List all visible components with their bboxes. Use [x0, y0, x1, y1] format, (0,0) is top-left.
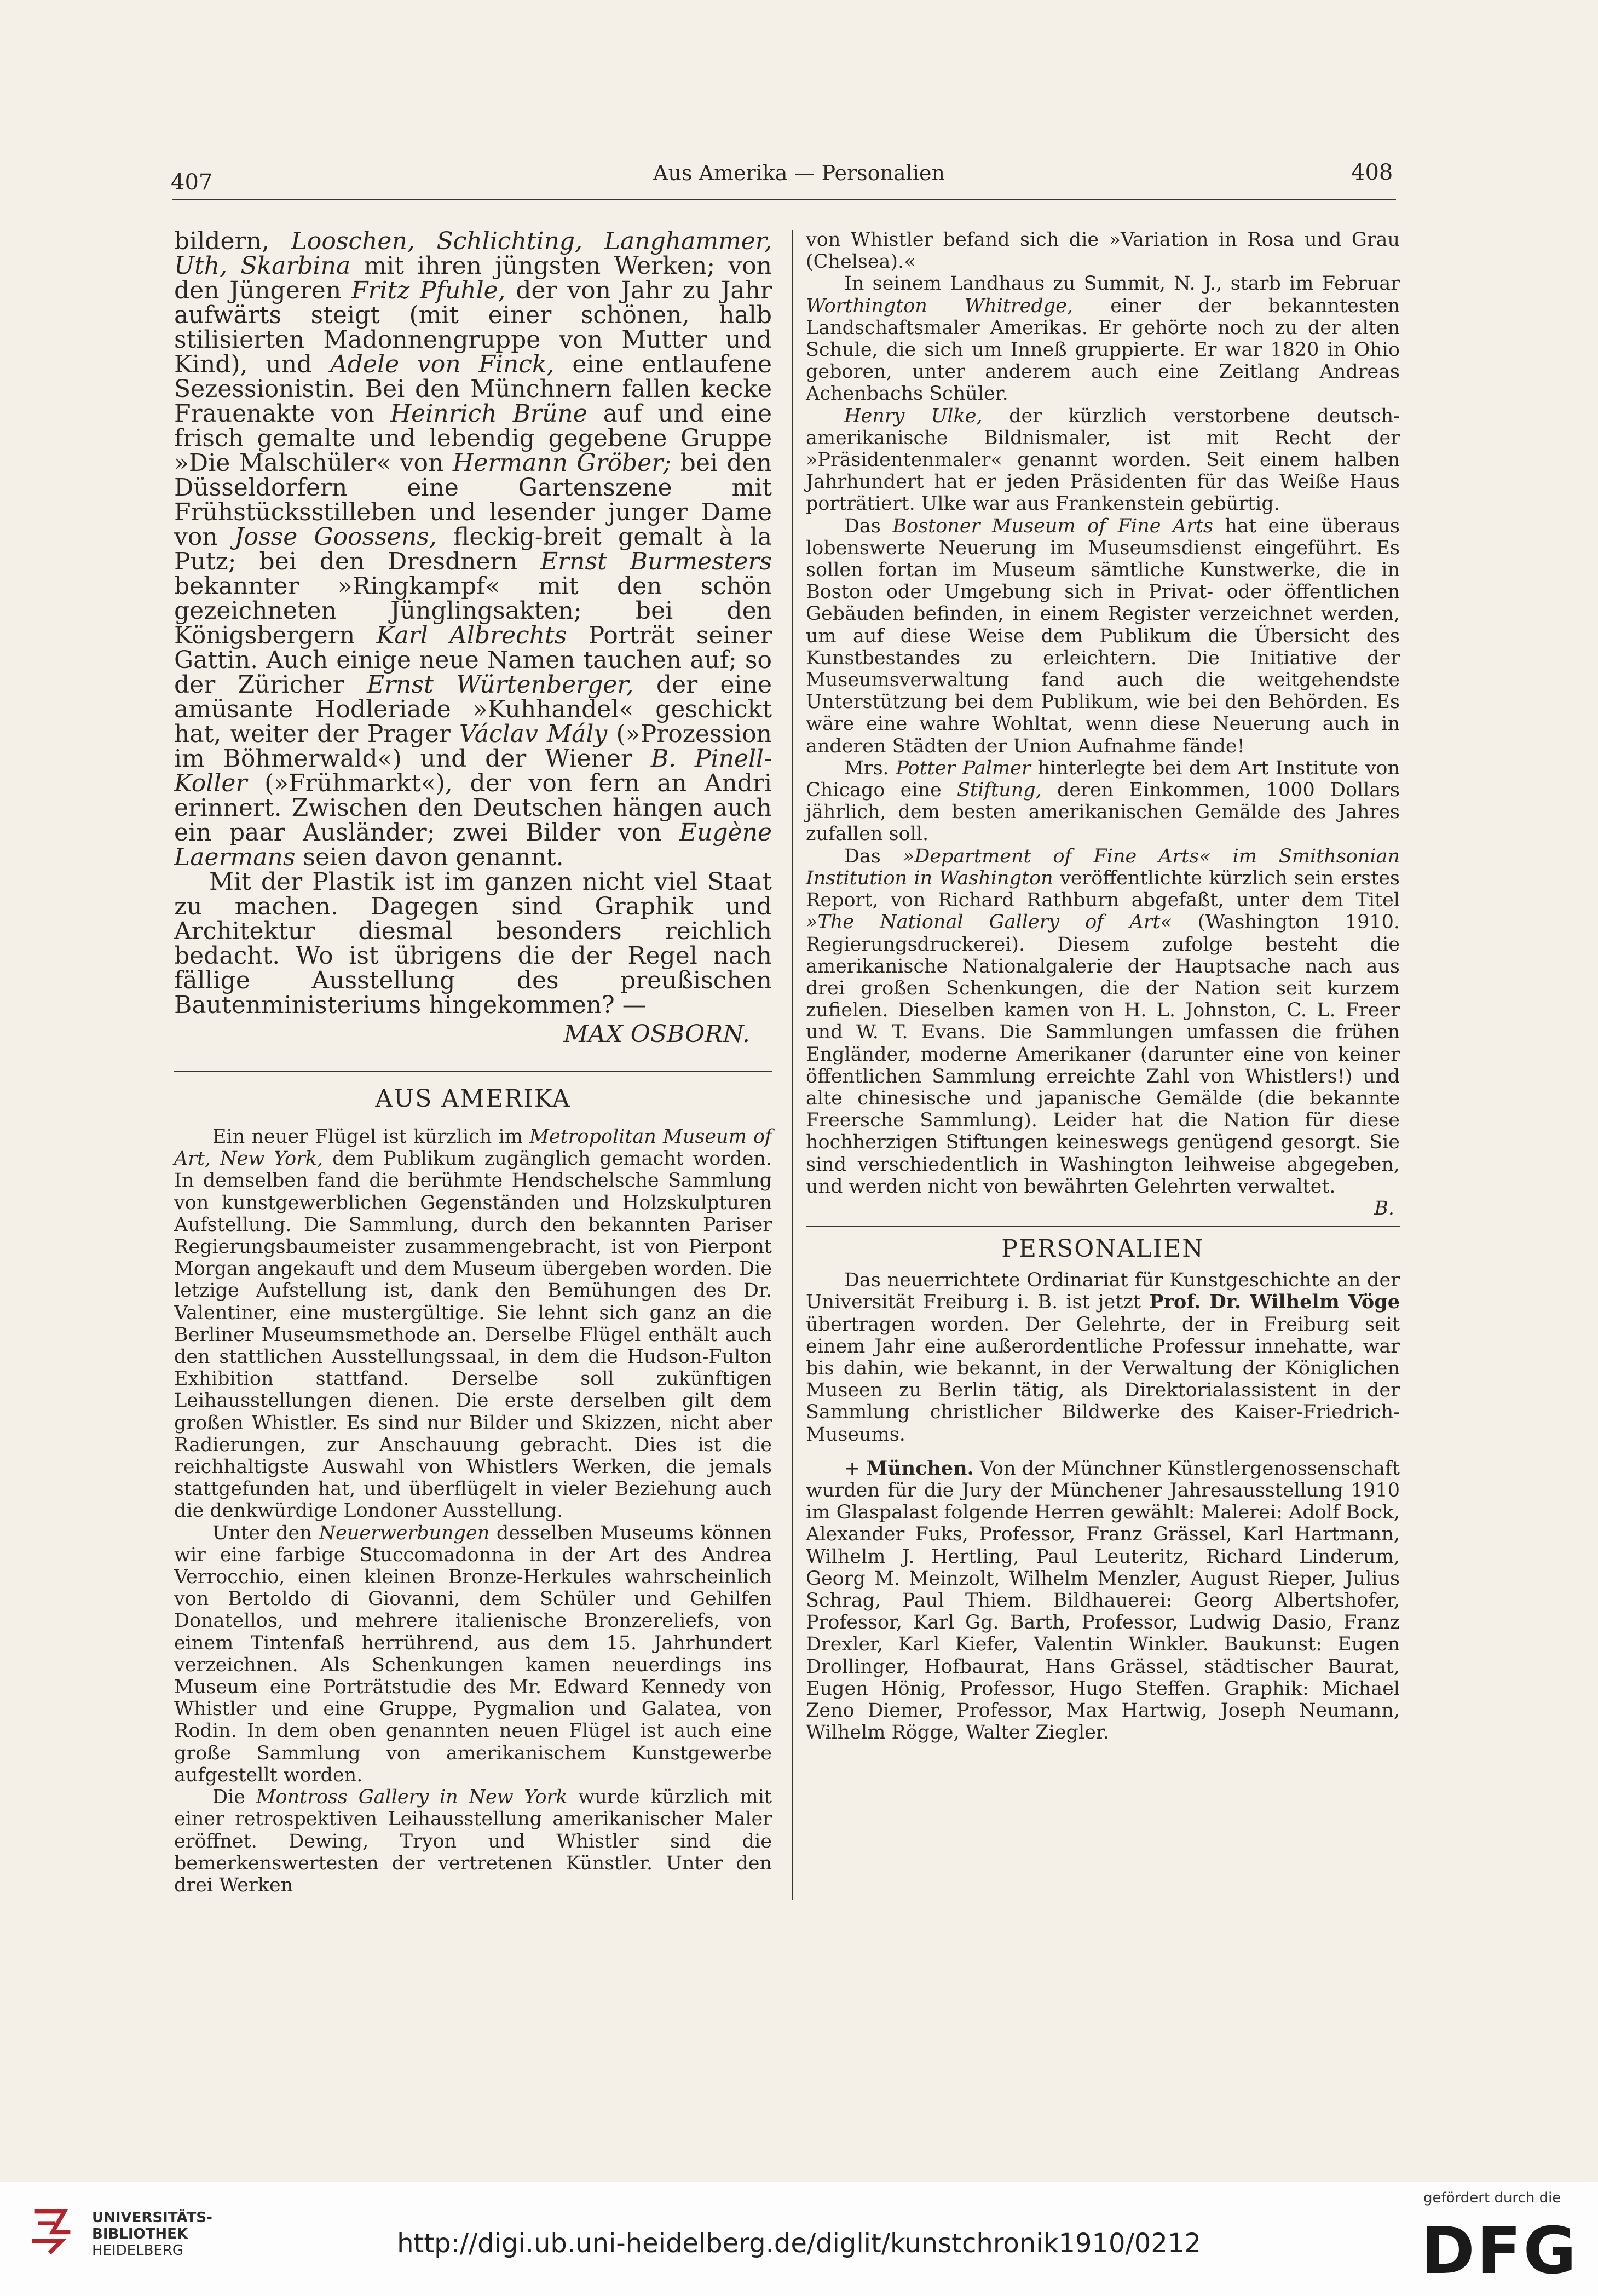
section-rule	[174, 1071, 772, 1072]
italic-text: Hermann Gröber;	[452, 449, 672, 477]
text-run: Das	[844, 845, 903, 867]
author-signature: MAX OSBORN.	[563, 1020, 750, 1048]
column-divider	[792, 230, 793, 1900]
italic-text: Ernst Würtenberger,	[367, 671, 634, 699]
italic-text: Looschen, Schlichting, Langhammer, Uth, Skarbina	[174, 227, 772, 280]
text-run: bekannter »Ringkampf« mit den schön gezeichneten Jünglingsakten; bei den Königsbergern	[174, 572, 772, 649]
text-run: hat eine überaus lobenswerte Neuerung im Museumsdienst eingeführt. Es sollen fortan im Museum sämtliche Kunstwerke, die in Boston oder Umgebung sich in Privat- oder öffentlichen Gebäuden befinden, in einem Register verzeichnet werden, um auf diese Weise dem Publikum die Übersicht des Kunstbestandes zu erleichtern. Die Initiative der Museumsverwaltung fand auch die weitgehendste Unterstützung bei dem Publikum, wie bei den Behörden. Es wäre eine wahre Wohltat, wenn diese Neuerung auch in anderen Städten der Union Aufnahme fände!	[806, 515, 1400, 757]
paragraph	[174, 1522, 772, 1786]
header-rule	[172, 199, 1396, 200]
paragraph	[806, 757, 1400, 845]
source-url-link[interactable]: http://digi.ub.uni-heidelberg.de/diglit/kunstchronik1910/0212	[397, 2228, 1201, 2259]
text-run: (»Prozession im Böhmerwald«) und der Wiener	[174, 720, 772, 773]
text-run: veröffentlichte kürzlich sein erstes Report, von Richard Rathburn abgefaßt, unter dem Titel	[806, 867, 1400, 912]
paragraph	[806, 1269, 1400, 1446]
paragraph	[806, 845, 1400, 1198]
text-run: Das	[844, 515, 893, 537]
running-head	[0, 160, 1598, 204]
text-run: von Whistler befand sich die »Variation in Rosa und Grau (Chelsea).«	[806, 229, 1400, 273]
text-run: (Washington 1910. Regierungsdruckerei). Diesem zufolge besteht die amerikanische Nationalgalerie der Hauptsache nach aus drei großen Schenkungen, die der Nation seit kurzem zufielen. Dieselben kamen von H. L. Johnston, C. L. Freer und W. T. Evans. Die Sammlungen umfassen die frühen Engländer, moderne Amerikaner (darunter eine von keiner öffentlichen Sammlung erreichte Zahl von Whistlers!) und alte chinesische und japanische Gemälde (die bekannte Freersche Sammlung). Leider hat die Nation für diese hochherzigen Stiftungen keineswegs genügend gesorgt. Sie sind verschiedentlich in Washington leihweise abgegeben, und werden nicht von bewährten Gelehrten verwaltet.	[806, 911, 1400, 1198]
text-run: desselben Museums können wir eine farbige Stuccomadonna in der Art des Andrea Verrocchio, einen kleinen Bronze-Herkules wahrscheinlich von Bertoldo di Giovanni, dem Schüler und Gehilfen Donatellos, und mehrere italienische Bronzereliefs, von einem Tintenfaß herrührend, aus dem 15. Jahrhundert verzeichnen. Als Schenkungen kamen neuerdings ins Museum eine Porträtstudie des Mr. Edward Kennedy von Whistler und eine Gruppe, Pygmalion und Galatea, von Rodin. In dem oben genannten neuen Flügel ist auch eine große Sammlung von amerikanischem Kunstgewerbe aufgestellt worden.	[174, 1522, 772, 1786]
text-run: übertragen worden. Der Gelehrte, der in Freiburg seit einem Jahr eine außerordentliche Professur innehatte, war bis dahin, wie bekannt, in der Verwaltung der Königlichen Museen zu Berlin tätig, als Direktorialassistent in der Sammlung christlicher Bildwerke des Kaiser-Friedrich-Museums.	[806, 1313, 1400, 1446]
italic-text: Josse Goossens,	[234, 523, 437, 551]
text-run: der von Jahr zu Jahr aufwärts steigt (mit einer schönen, halb stilisierten Madonnengruppe von Mutter und Kind), und	[174, 277, 772, 378]
italic-text: »The National Gallery of Art«	[806, 911, 1172, 934]
italic-text: Montross Gallery in New York	[256, 1786, 568, 1809]
text-run: bildern,	[174, 227, 291, 255]
paragraph	[806, 405, 1400, 515]
paragraph	[806, 229, 1400, 273]
right-column	[806, 229, 1400, 1743]
author-initial: B.	[1374, 1197, 1394, 1219]
section-heading: PERSONALIEN	[1001, 1235, 1204, 1263]
italic-text: Metropolitan Museum of Art, New York,	[174, 1126, 772, 1170]
italic-text: Worthington Whitredge,	[806, 295, 1073, 317]
text-run: bei den Düsseldorfern eine Gartenszene mit Frühstücksstilleben und lesender junger Dame von	[174, 449, 772, 551]
text-run: der kürzlich verstorbene deutsch-amerikanische Bildnismaler, ist mit Recht der »Präsidentenmaler« genannt worden. Seit einem halben Jahrhundert hat er jeden Präsidenten für das Weiße Haus porträtiert. Ulke war aus Frankenstein gebürtig.	[806, 405, 1400, 515]
page-number-right: 408	[1351, 160, 1393, 185]
text-run: Mit der Plastik ist im ganzen nicht viel Staat zu machen. Dagegen sind Graphik und Architektur diesmal besonders reichlich bedacht. Wo ist übrigens die der Regel nach fällige Ausstellung des preußischen Bautenministeriums hingekommen? —	[174, 868, 772, 1019]
paragraph	[806, 515, 1400, 757]
italic-text: Eugène Laermans	[174, 819, 772, 871]
text-run: Von der Münchner Künstlergenossenschaft wurden für die Jury der Münchener Jahresausstellung 1910 im Glaspalast folgende Herren gewählt: Malerei: Adolf Bock, Alexander Fuks, Professor, Franz Grässel, Karl Hartmann, Wilhelm J. Hertling, Paul Leuteritz, Richard Linderum, Georg M. Meinzolt, Wilhelm Menzler, August Rieper, Julius Schrag, Paul Thiem. Bildhauerei: Georg Albertshofer, Professor, Karl Gg. Barth, Professor, Ludwig Dasio, Franz Drexler, Karl Kiefer, Valentin Winkler. Baukunst: Eugen Drollinger, Hofbaurat, Hans Grässel, städtischer Baurat, Eugen Hönig, Professor, Hugo Steffen. Graphik: Michael Zeno Diemer, Professor, Max Hartwig, Joseph Neumann, Wilhelm Rögge, Walter Ziegler.	[806, 1457, 1400, 1744]
italic-text: »Department of Fine Arts« im Smithsonian Institution in Washington	[806, 845, 1400, 889]
left-column	[174, 229, 772, 1896]
library-footer	[0, 2182, 1598, 2296]
italic-text: Neuerwerbungen	[319, 1522, 490, 1544]
paragraph	[174, 1786, 772, 1896]
text-run: Das neuerrichtete Ordinariat für Kunstgeschichte an der Universität Freiburg i. B. ist jetzt	[806, 1269, 1400, 1314]
text-run: einer der bekanntesten Landschaftsmaler Amerikas. Er gehörte noch zu der alten Schule, die sich um Inneß gruppierte. Er war 1820 in Ohio geboren, unter anderem auch eine Zeitlang Andreas Achenbachs Schüler.	[806, 295, 1400, 405]
paragraph	[174, 1126, 772, 1522]
paragraph	[174, 870, 772, 1017]
italic-text: Karl Albrechts	[376, 622, 567, 649]
text-run: auf und eine frisch gemalte und lebendig gegebene Gruppe »Die Malschüler« von	[174, 400, 772, 477]
italic-text: B. Pinell-Koller	[174, 745, 772, 797]
text-run: Ein neuer Flügel ist kürzlich im	[212, 1126, 530, 1148]
text-run: eine entlaufene Sezessionistin. Bei den Münchnern fallen kecke Frauenakte von	[174, 350, 772, 428]
page-number-left: 407	[171, 170, 213, 195]
dfg-logo: DFG	[1421, 2213, 1579, 2288]
text-run: Porträt seiner Gattin. Auch einige neue Namen tauchen auf; so der Züricher	[174, 622, 772, 699]
italic-text: Bostoner Museum of Fine Arts	[892, 515, 1213, 537]
italic-text: Fritz Pfuhle,	[351, 277, 506, 304]
paragraph	[174, 229, 772, 870]
text-run: Mrs.	[844, 757, 896, 779]
text-run: (»Frühmarkt«), der von fern an Andri erinnert. Zwischen den Deutschen hängen auch ein paar Ausländer; zwei Bilder von	[174, 769, 772, 847]
paragraph	[806, 273, 1400, 405]
italic-text: Heinrich Brüne	[390, 400, 587, 428]
text-run: +	[844, 1457, 867, 1480]
text-run: der eine amüsante Hodleriade »Kuhhandel« geschickt hat, weiter der Prager	[174, 671, 772, 748]
text-run: seien davon genannt.	[295, 843, 564, 871]
paragraph	[806, 1458, 1400, 1744]
italic-text: Henry Ulke,	[844, 405, 983, 427]
bold-text: München.	[866, 1457, 974, 1480]
bold-text: Prof. Dr. Wilhelm Vöge	[1149, 1291, 1400, 1314]
section-rule	[806, 1226, 1400, 1227]
text-run: mit ihren jüngsten Werken; von den Jüngeren	[174, 252, 772, 304]
italic-text: Stiftung,	[956, 779, 1042, 802]
text-run: Unter den	[212, 1522, 319, 1544]
italic-text: Ernst Burmesters	[540, 548, 772, 576]
text-run: fleckig-breit gemalt à la Putz; bei den Dresdnern	[174, 523, 772, 576]
university-library-name: UNIVERSITÄTS- BIBLIOTHEK HEIDELBERG	[92, 2209, 212, 2259]
text-run: Die	[212, 1786, 256, 1809]
text-run: deren Einkommen, 1000 Dollars jährlich, dem besten amerikanischen Gemälde des Jahres zufallen soll.	[806, 779, 1400, 845]
sponsor-text: gefördert durch die	[1423, 2190, 1561, 2206]
italic-text: Adele von Finck,	[330, 350, 555, 378]
italic-text: Potter Palmer	[896, 757, 1031, 779]
text-run: hinterlegte bei dem Art Institute von Chicago eine	[806, 757, 1400, 802]
text-run: dem Publikum zugänglich gemacht worden. In demselben fand die berühmte Hendschelsche Sammlung von kunstgewerblichen Gegenständen und Holzskulpturen Aufstellung. Die Sammlung, durch den bekannten Pariser Regierungsbaumeister zusammengebracht, ist von Pierpont Morgan angekauft und dem Museum übergeben worden. Die letzige Aufstellung ist, dank den Bemühungen des Dr. Valentiner, eine mustergültige. Sie lehnt sich ganz an die Berliner Museumsmethode an. Derselbe Flügel enthält auch den stattlichen Ausstellungssaal, in dem die Hudson-Fulton Exhibition stattfand. Derselbe soll zukünftigen Leihausstellungen dienen. Die erste derselben gilt dem großen Whistler. Es sind nur Bilder und Skizzen, nicht aber Radierungen, zur Anschauung gebracht. Dies ist die reichhaltigste Auswahl von Whistlers Werken, die jemals stattgefunden hat, und überflügelt in vieler Beziehung auch die denkwürdige Londoner Ausstellung.	[174, 1148, 772, 1522]
text-run: wurde kürzlich mit einer retrospektiven Leihausstellung amerikanischer Maler eröffnet. Dewing, Tryon und Whistler sind die bemerkenswertesten der vertretenen Künstler. Unter den drei Werken	[174, 1786, 772, 1896]
running-title: Aus Amerika — Personalien	[653, 161, 945, 185]
section-heading: AUS AMERIKA	[375, 1085, 571, 1113]
text-run: In seinem Landhaus zu Summit, N. J., starb im Februar	[844, 273, 1400, 295]
italic-text: Václav Mály	[459, 720, 608, 748]
